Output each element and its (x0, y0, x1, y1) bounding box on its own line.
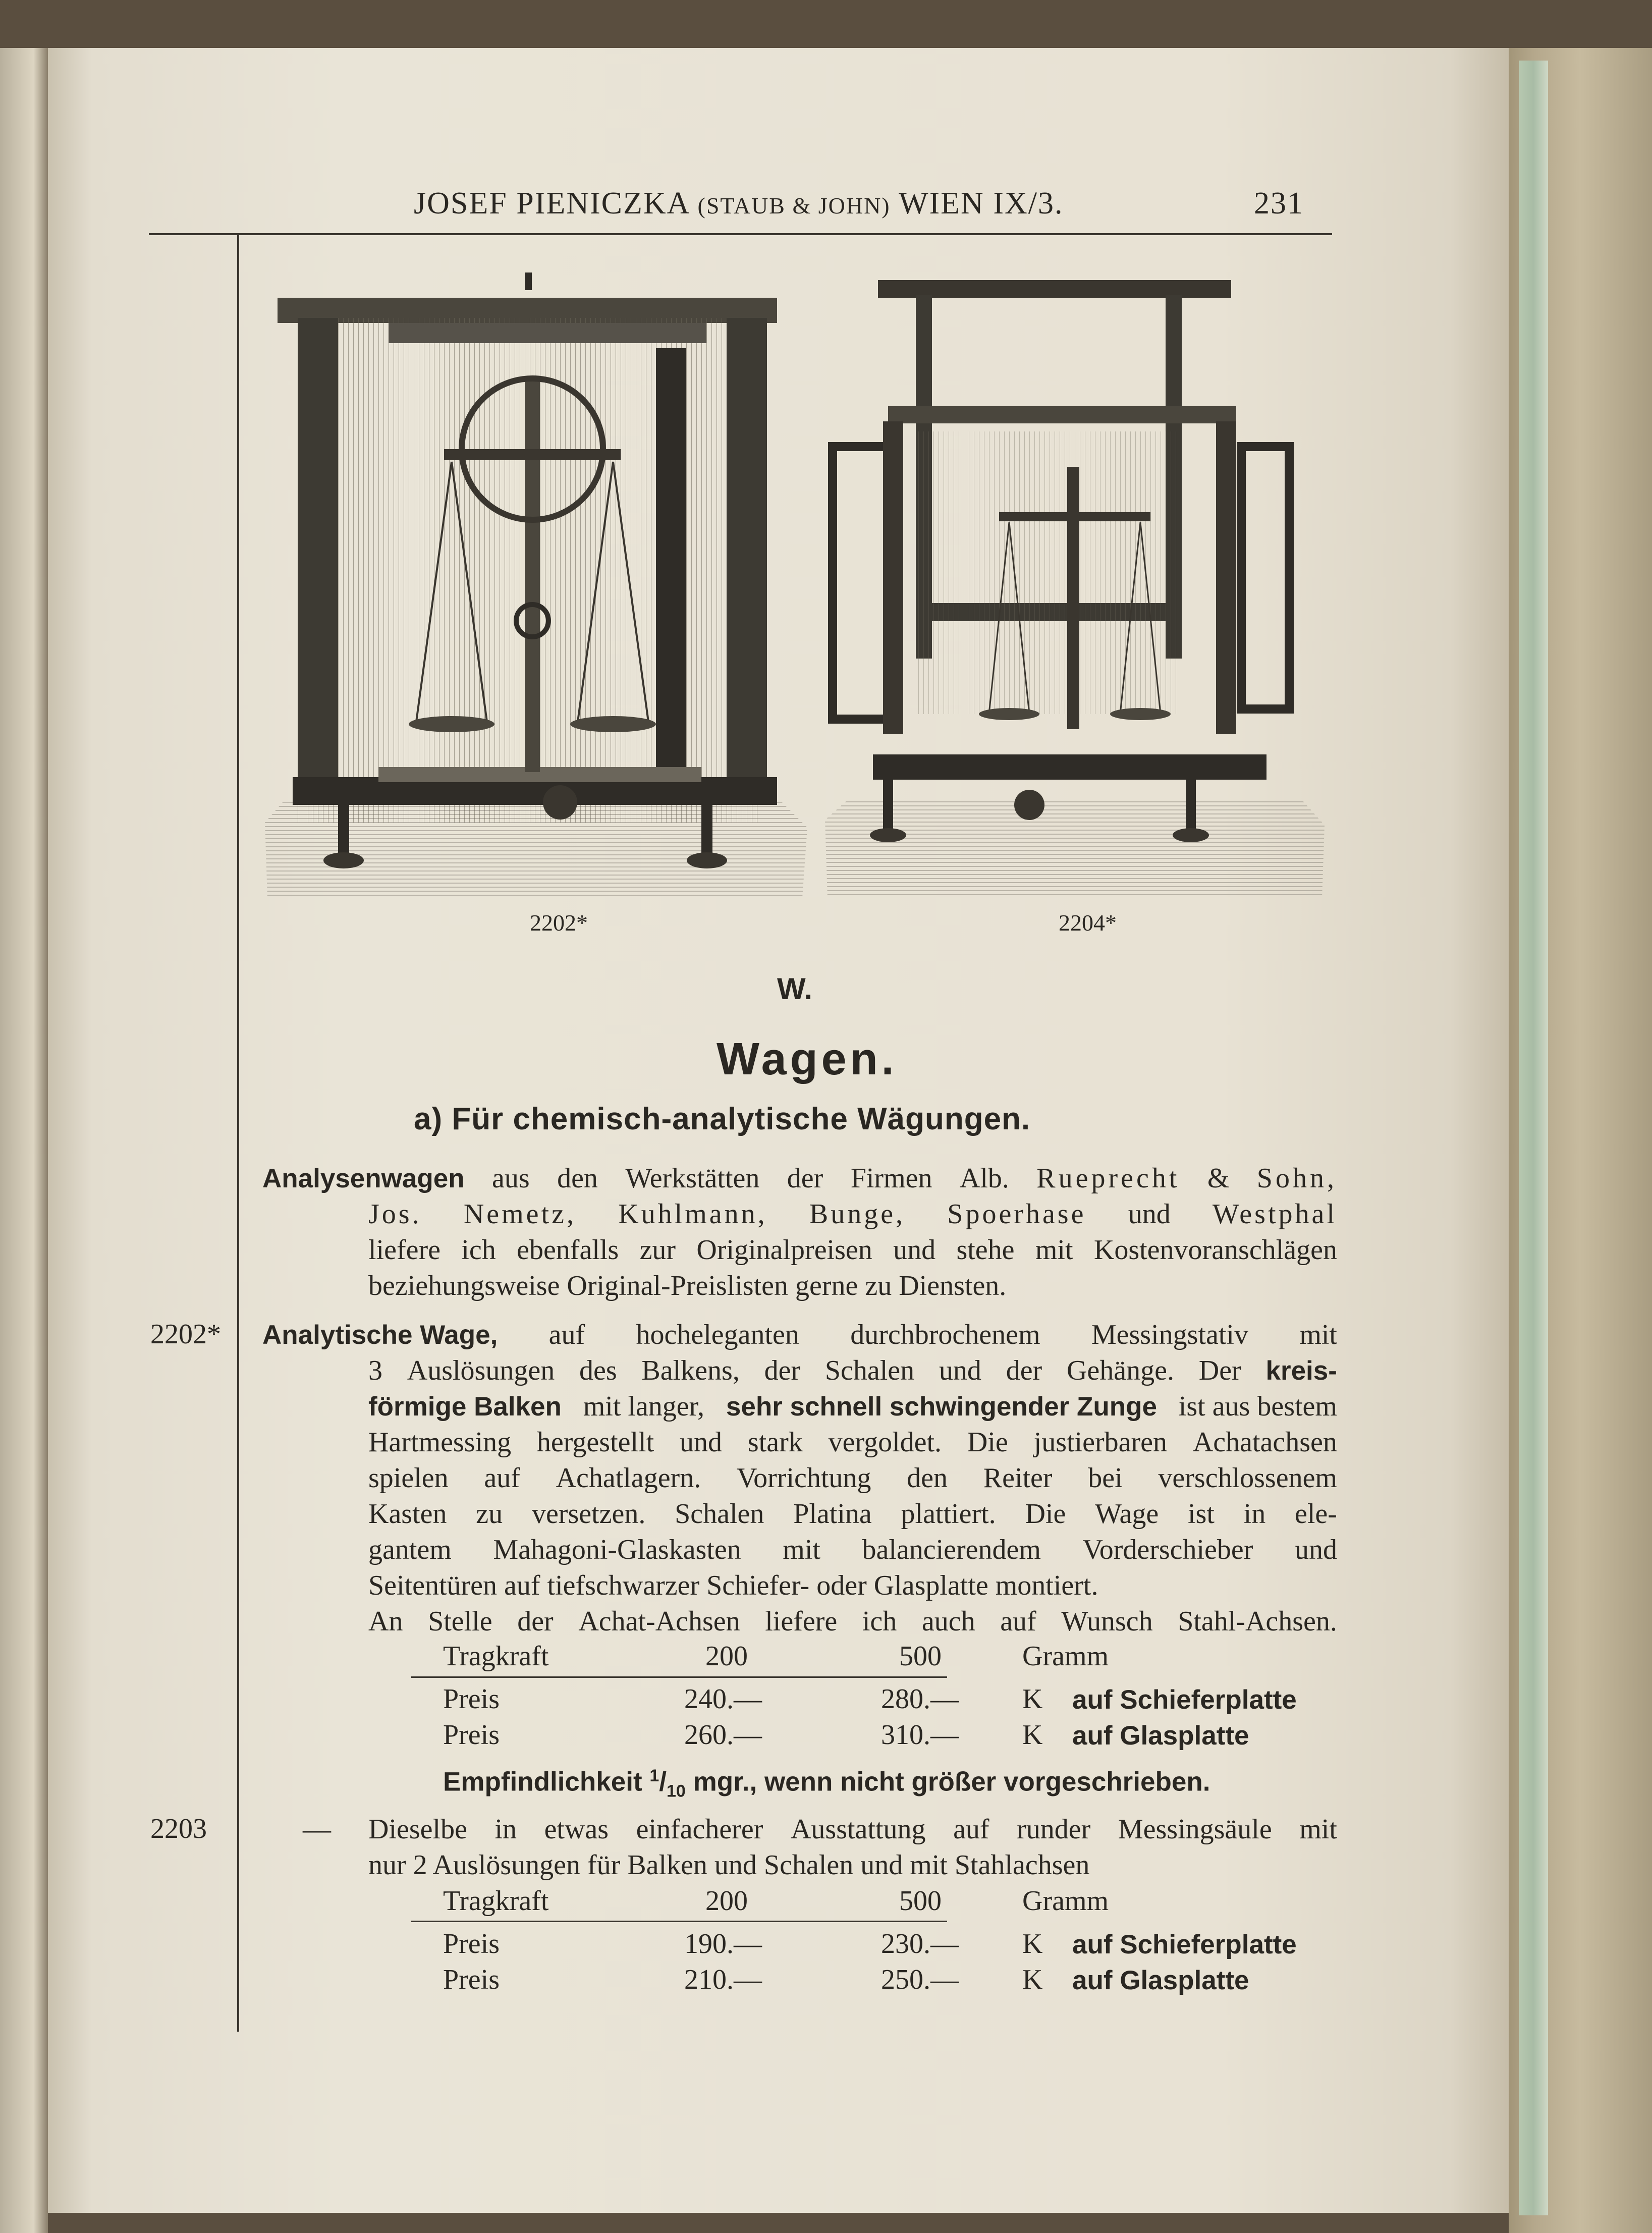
table-price: 250.— (881, 1964, 959, 1995)
firm-city: WIEN IX/3. (899, 186, 1064, 221)
table-price: 210.— (684, 1964, 762, 1995)
table-capacity-500: 500 (899, 1641, 942, 1672)
table-price: 190.— (684, 1928, 762, 1959)
table-currency: K (1022, 1683, 1043, 1715)
intro-line-1: Analysenwagen aus den Werkstätten der Firmen Alb. Rueprecht & Sohn, (262, 1161, 1337, 1196)
firm-parenthetical: (STAUB & JOHN) (697, 193, 891, 219)
table-rule (411, 1676, 947, 1678)
table-capacity-label: Tragkraft (443, 1885, 549, 1917)
table-row-label: Preis (443, 1719, 500, 1751)
ditto-dash: — (303, 1814, 331, 1845)
section-subtitle: a) Für chemisch-analytische Wägungen. (414, 1102, 1031, 1136)
section-title: Wagen. (717, 1034, 898, 1084)
item-2202-lead: Analytische Wage, (262, 1320, 498, 1350)
table-currency: K (1022, 1928, 1043, 1959)
intro-lead: Analysenwagen (262, 1164, 465, 1193)
table-capacity-label: Tragkraft (443, 1641, 549, 1672)
table-capacity-500: 500 (899, 1885, 942, 1917)
table-price: 280.— (881, 1683, 959, 1715)
sensitivity-note: Empfindlichkeit $^1/_{10}$ mgr., wenn nicht größer vorgeschrieben. (443, 1766, 1210, 1801)
table-capacity-200: 200 (705, 1885, 748, 1917)
table-currency: K (1022, 1719, 1043, 1751)
balance-cabinet-2204-illustration (822, 275, 1327, 903)
table-currency: K (1022, 1964, 1043, 1995)
page-number: 231 (1254, 186, 1304, 221)
table-capacity-200: 200 (705, 1641, 748, 1672)
item-2202-description: 3 Auslösungen des Balkens, der Schalen und der Gehänge. Der kreis- förmige Balken mit langer, sehr schnell schwingender Zunge ist aus bestem Hartmessing hergestellt und stark vergoldet. Die justierbaren Achatachsen spielen auf Achatlagern. Vorrichtung den Reiter bei verschlossenem Kasten zu versetzen. Schalen Platina plattiert. Die Wage ist in ele- gantem Mahagoni-Glaskasten mit balancierendem Vorderschieber und Seitentüren auf tiefschwarzer Schiefer- oder Glasplatte montiert. (368, 1355, 1337, 1601)
table-row-label: Preis (443, 1928, 500, 1959)
item-number-2202: 2202* (150, 1319, 221, 1350)
balance-cabinet-2202-illustration (262, 267, 812, 903)
table-price: 260.— (684, 1719, 762, 1751)
table-rule (411, 1921, 947, 1922)
table-row-label: Preis (443, 1964, 500, 1995)
intro-paragraph (262, 1161, 1337, 1196)
table-unit: Gramm (1022, 1641, 1109, 1672)
table-note: auf Schieferplatte (1072, 1685, 1297, 1715)
table-price: 240.— (684, 1683, 762, 1715)
facing-page-edge (0, 48, 48, 2233)
table-note: auf Glasplatte (1072, 1721, 1249, 1751)
table-note: auf Glasplatte (1072, 1966, 1249, 1995)
figure-caption-2202: 2202* (530, 910, 588, 936)
figure-2204 (822, 275, 1327, 903)
table-note: auf Schieferplatte (1072, 1930, 1297, 1959)
item-2203-description: Dieselbe in etwas einfacherer Ausstattung auf runder Messingsäule mit nur 2 Auslösungen für Balken und Schalen und mit Stahlachsen (368, 1814, 1337, 1881)
table-row-label: Preis (443, 1683, 500, 1715)
figure-caption-2204: 2204* (1059, 910, 1117, 936)
section-letter: W. (777, 972, 812, 1006)
table-price: 310.— (881, 1719, 959, 1751)
firm-name: JOSEF PIENICZKA (414, 186, 689, 221)
item-2202-steel-note: An Stelle der Achat-Achsen liefere ich auch auf Wunsch Stahl-Achsen. (368, 1606, 1337, 1637)
item-2202-first-line: Analytische Wage, auf hocheleganten durchbrochenem Messingstativ mit (262, 1317, 1337, 1353)
table-unit: Gramm (1022, 1885, 1109, 1917)
page-edge (1519, 61, 1548, 2215)
header-rule (149, 233, 1332, 235)
running-header (414, 186, 1063, 222)
figure-2202 (262, 267, 812, 903)
margin-rule (237, 235, 239, 2032)
item-number-2203: 2203 (150, 1813, 207, 1844)
table-price: 230.— (881, 1928, 959, 1959)
intro-continuation: Jos. Nemetz, Kuhlmann, Bunge, Spoerhase und Westphal liefere ich ebenfalls zur Originalpreisen und stehe mit Kostenvoranschlägen beziehungsweise Original-Preislisten gerne zu Diensten. (368, 1199, 1337, 1301)
